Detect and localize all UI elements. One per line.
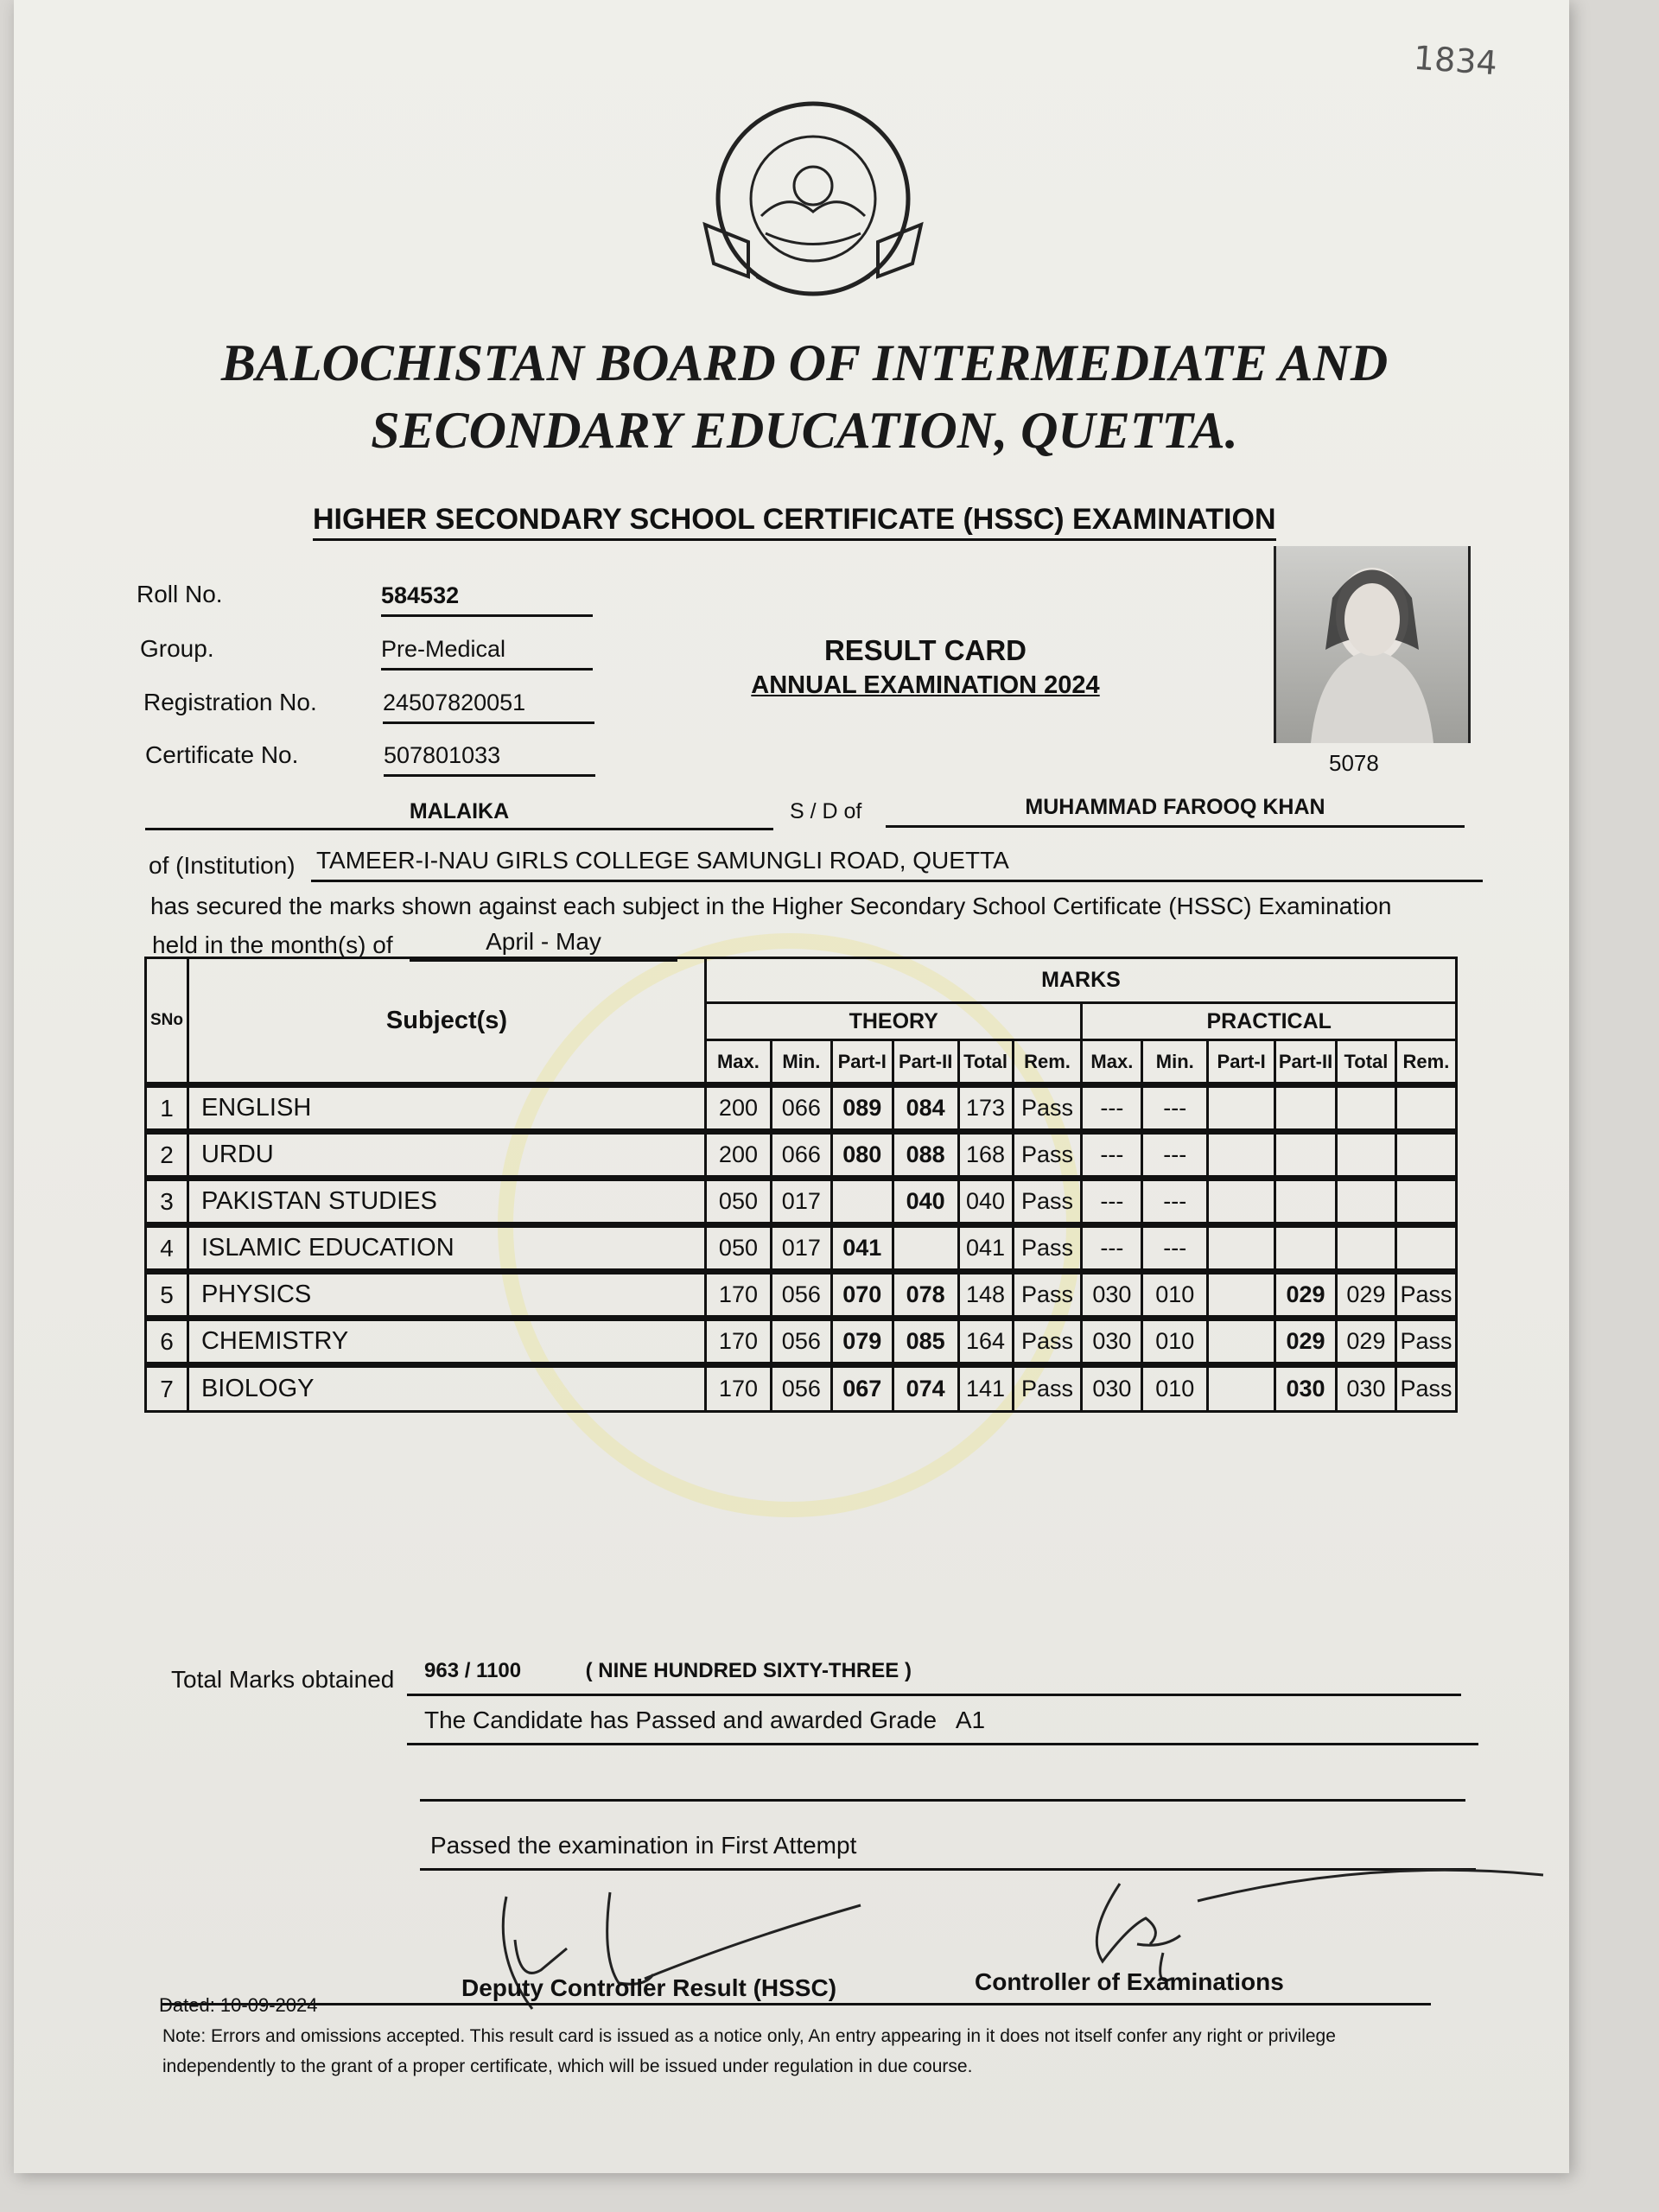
mark-cell — [1336, 1225, 1395, 1272]
registration-label: Registration No. — [143, 689, 317, 715]
column-header: Part-II — [1275, 1040, 1337, 1085]
mark-cell: 017 — [771, 1225, 831, 1272]
grade-line — [407, 1707, 1478, 1745]
exam-months: April - May — [410, 928, 677, 962]
mark-cell: 173 — [958, 1085, 1013, 1132]
statement-text: has secured the marks shown against each subject in the Higher Secondary School Certificate (HSSC) Examination — [150, 893, 1392, 919]
mark-cell: 050 — [706, 1179, 772, 1225]
total-marks-value: 963 / 1100 — [424, 1659, 522, 1682]
row-sno: 3 — [146, 1179, 188, 1225]
column-header: Part-II — [893, 1040, 958, 1085]
mark-cell — [1208, 1132, 1275, 1179]
mark-cell: 017 — [771, 1179, 831, 1225]
roll-label: Roll No. — [137, 581, 223, 607]
column-header: Max. — [1082, 1040, 1142, 1085]
mark-cell — [1208, 1225, 1275, 1272]
mark-cell: 030 — [1082, 1319, 1142, 1365]
grade-value: A1 — [955, 1707, 986, 1733]
table-row — [146, 1319, 1457, 1365]
photo-number: 5078 — [1329, 750, 1379, 776]
row-sno: 2 — [146, 1132, 188, 1179]
held-label: held in the month(s) of — [152, 931, 393, 958]
mark-cell: 070 — [831, 1272, 893, 1319]
mark-cell: 056 — [771, 1365, 831, 1412]
row-subject: ISLAMIC EDUCATION — [188, 1225, 705, 1272]
mark-cell: 010 — [1142, 1365, 1208, 1412]
mark-cell: 164 — [958, 1319, 1013, 1365]
table-row — [146, 1132, 1457, 1179]
mark-cell: 170 — [706, 1365, 772, 1412]
mark-cell — [1275, 1225, 1337, 1272]
column-header: Rem. — [1013, 1040, 1082, 1085]
mark-cell — [1208, 1272, 1275, 1319]
mark-cell: 085 — [893, 1319, 958, 1365]
mark-cell — [1208, 1365, 1275, 1412]
table-row — [146, 1085, 1457, 1132]
mark-cell: --- — [1142, 1225, 1208, 1272]
mark-cell: 066 — [771, 1132, 831, 1179]
marks-table — [144, 957, 1458, 1413]
mark-cell: 029 — [1336, 1319, 1395, 1365]
row-subject: PHYSICS — [188, 1272, 705, 1319]
total-line — [407, 1659, 1461, 1696]
total-marks-words: ( NINE HUNDRED SIXTY-THREE ) — [585, 1659, 912, 1682]
result-card-title: RESULT CARD — [823, 634, 1027, 666]
mark-cell: 010 — [1142, 1319, 1208, 1365]
certificate-label: Certificate No. — [145, 741, 299, 768]
mark-cell: 056 — [771, 1272, 831, 1319]
institution-value: TAMEER-I-NAU GIRLS COLLEGE SAMUNGLI ROAD, QUETTA — [311, 847, 1483, 882]
mark-cell — [1336, 1179, 1395, 1225]
mark-cell: --- — [1082, 1179, 1142, 1225]
row-subject: ENGLISH — [188, 1085, 705, 1132]
mark-cell: 170 — [706, 1319, 772, 1365]
column-header: Min. — [771, 1040, 831, 1085]
mark-cell: 079 — [831, 1319, 893, 1365]
attempt-line: Passed the examination in First Attempt — [420, 1832, 1476, 1871]
mark-cell: Pass — [1013, 1319, 1082, 1365]
mark-cell — [1275, 1085, 1337, 1132]
handwritten-number: 1834 — [1412, 38, 1499, 83]
mark-cell — [1275, 1132, 1337, 1179]
sd-of-label: S / D of — [790, 799, 862, 823]
mark-cell: --- — [1142, 1132, 1208, 1179]
candidate-name: MALAIKA — [145, 799, 773, 830]
dated-text: Dated: 10-09-2024 — [159, 1994, 318, 2016]
mark-cell — [1208, 1319, 1275, 1365]
mark-cell: --- — [1142, 1085, 1208, 1132]
mark-cell: 141 — [958, 1365, 1013, 1412]
row-sno: 6 — [146, 1319, 188, 1365]
row-subject: PAKISTAN STUDIES — [188, 1179, 705, 1225]
grade-text: The Candidate has Passed and awarded Grade — [424, 1707, 938, 1733]
mark-cell: 066 — [771, 1085, 831, 1132]
mark-cell — [1336, 1085, 1395, 1132]
row-sno: 5 — [146, 1272, 188, 1319]
mark-cell — [1395, 1225, 1456, 1272]
mark-cell: 030 — [1275, 1365, 1337, 1412]
board-title-line2: SECONDARY EDUCATION, QUETTA. — [371, 402, 1238, 459]
mark-cell: 148 — [958, 1272, 1013, 1319]
mark-cell: 010 — [1142, 1272, 1208, 1319]
mark-cell: --- — [1082, 1132, 1142, 1179]
institution-label: of (Institution) — [149, 852, 296, 879]
header-marks: MARKS — [706, 958, 1457, 1003]
blank-line — [420, 1799, 1465, 1802]
mark-cell: --- — [1082, 1225, 1142, 1272]
mark-cell: Pass — [1013, 1365, 1082, 1412]
mark-cell — [1208, 1179, 1275, 1225]
mark-cell: Pass — [1013, 1225, 1082, 1272]
header-sno: SNo — [146, 958, 188, 1085]
mark-cell: Pass — [1395, 1272, 1456, 1319]
mark-cell: 170 — [706, 1272, 772, 1319]
board-title-line1: BALOCHISTAN BOARD OF INTERMEDIATE AND — [220, 334, 1389, 391]
row-sno: 7 — [146, 1365, 188, 1412]
mark-cell — [1395, 1085, 1456, 1132]
note-line1: Note: Errors and omissions accepted. This result card is issued as a notice only, An entry appearing in it does not itself confer any right or privilege — [162, 2026, 1336, 2046]
header-subject: Subject(s) — [188, 958, 705, 1085]
group-label: Group. — [140, 635, 214, 662]
mark-cell: 040 — [893, 1179, 958, 1225]
mark-cell: 067 — [831, 1365, 893, 1412]
mark-cell: 056 — [771, 1319, 831, 1365]
mark-cell: 200 — [706, 1132, 772, 1179]
header-practical: PRACTICAL — [1082, 1003, 1457, 1040]
mark-cell — [1275, 1179, 1337, 1225]
result-card-paper — [14, 0, 1569, 2173]
row-subject: BIOLOGY — [188, 1365, 705, 1412]
mark-cell: 089 — [831, 1085, 893, 1132]
mark-cell: 030 — [1082, 1272, 1142, 1319]
mark-cell: Pass — [1013, 1132, 1082, 1179]
father-name: MUHAMMAD FAROOQ KHAN — [886, 795, 1465, 828]
mark-cell: 029 — [1275, 1319, 1337, 1365]
mark-cell: 041 — [831, 1225, 893, 1272]
mark-cell: 200 — [706, 1085, 772, 1132]
mark-cell: 168 — [958, 1132, 1013, 1179]
mark-cell: 080 — [831, 1132, 893, 1179]
mark-cell: 040 — [958, 1179, 1013, 1225]
mark-cell: 088 — [893, 1132, 958, 1179]
certificate-value: 507801033 — [384, 742, 595, 777]
mark-cell — [893, 1225, 958, 1272]
header-theory: THEORY — [706, 1003, 1082, 1040]
board-logo — [696, 95, 930, 320]
mark-cell: 029 — [1275, 1272, 1337, 1319]
mark-cell: 030 — [1082, 1365, 1142, 1412]
table-row — [146, 1179, 1457, 1225]
table-row — [146, 1272, 1457, 1319]
row-subject: URDU — [188, 1132, 705, 1179]
mark-cell: 041 — [958, 1225, 1013, 1272]
column-header: Max. — [706, 1040, 772, 1085]
mark-cell — [1208, 1085, 1275, 1132]
mark-cell — [831, 1179, 893, 1225]
column-header: Total — [1336, 1040, 1395, 1085]
mark-cell — [1395, 1179, 1456, 1225]
mark-cell: 030 — [1336, 1365, 1395, 1412]
registration-value: 24507820051 — [383, 690, 594, 724]
total-marks-label: Total Marks obtained — [171, 1666, 395, 1693]
mark-cell: 084 — [893, 1085, 958, 1132]
mark-cell — [1395, 1132, 1456, 1179]
row-sno: 1 — [146, 1085, 188, 1132]
candidate-photo — [1274, 546, 1471, 743]
table-row — [146, 1225, 1457, 1272]
row-sno: 4 — [146, 1225, 188, 1272]
column-header: Part-I — [1208, 1040, 1275, 1085]
mark-cell: Pass — [1013, 1085, 1082, 1132]
mark-cell: --- — [1082, 1085, 1142, 1132]
mark-cell: 029 — [1336, 1272, 1395, 1319]
mark-cell: Pass — [1013, 1179, 1082, 1225]
column-header: Part-I — [831, 1040, 893, 1085]
mark-cell: Pass — [1395, 1319, 1456, 1365]
column-header: Rem. — [1395, 1040, 1456, 1085]
footer-rule — [161, 2003, 1431, 2005]
column-header: Total — [958, 1040, 1013, 1085]
column-header: Min. — [1142, 1040, 1208, 1085]
result-card-subtitle: ANNUAL EXAMINATION 2024 — [751, 671, 1100, 699]
row-subject: CHEMISTRY — [188, 1319, 705, 1365]
mark-cell: 050 — [706, 1225, 772, 1272]
mark-cell: 074 — [893, 1365, 958, 1412]
group-value: Pre-Medical — [381, 636, 593, 671]
mark-cell: 078 — [893, 1272, 958, 1319]
roll-value: 584532 — [381, 582, 593, 617]
note-line2: independently to the grant of a proper certificate, which will be issued under regulation in due course. — [162, 2056, 973, 2076]
table-row — [146, 1365, 1457, 1412]
exam-heading: HIGHER SECONDARY SCHOOL CERTIFICATE (HSSC) EXAMINATION — [313, 503, 1276, 541]
mark-cell: --- — [1142, 1179, 1208, 1225]
deputy-controller-label: Deputy Controller Result (HSSC) — [461, 1974, 837, 2001]
mark-cell — [1336, 1132, 1395, 1179]
controller-label: Controller of Examinations — [975, 1968, 1284, 1995]
mark-cell: Pass — [1395, 1365, 1456, 1412]
mark-cell: Pass — [1013, 1272, 1082, 1319]
